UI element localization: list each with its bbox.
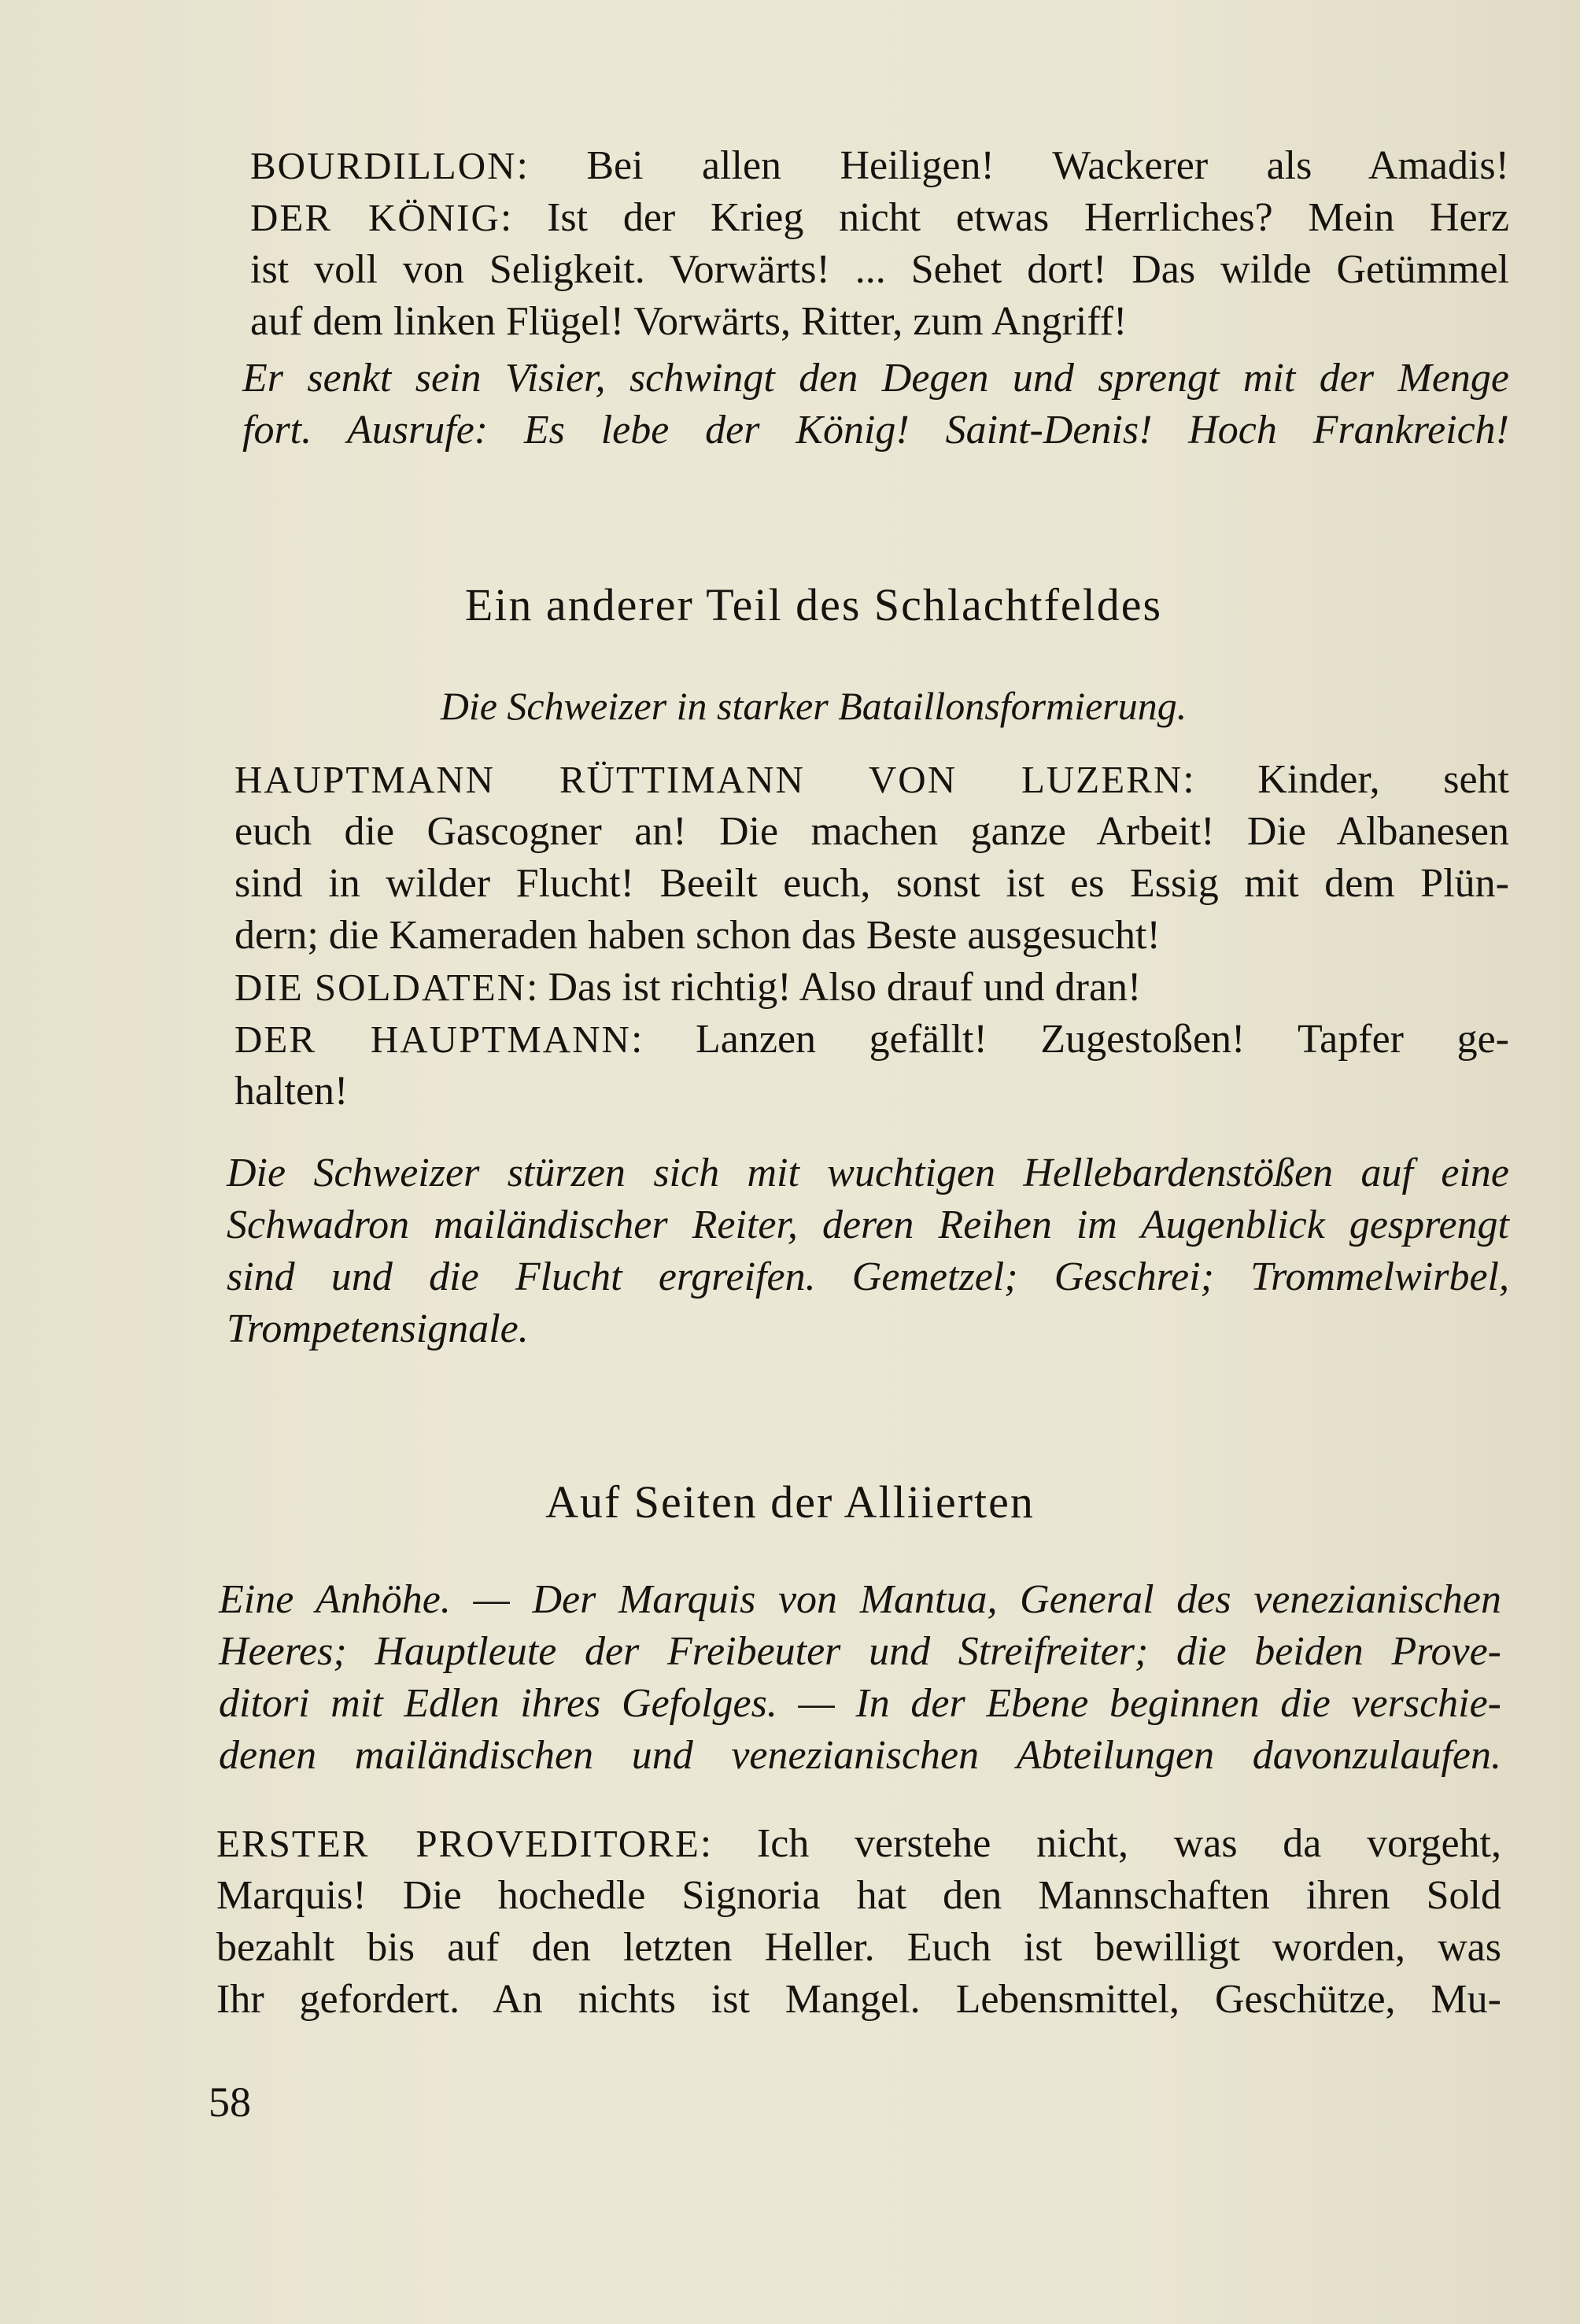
dialogue-block-3: [216, 1818, 1501, 2026]
dialogue-line: [250, 296, 1509, 348]
dialogue-text: Marquis! Die hochedle Signoria hat den Mannschaften ihren Sold: [216, 1873, 1501, 1918]
stage-direction-4: [219, 1574, 1501, 1782]
stage-direction-line: sind und die Flucht ergreifen. Gemetzel; Geschrei; Trommelwirbel,: [227, 1254, 1509, 1299]
dialogue-text: halten!: [234, 1069, 349, 1114]
dialogue-line: [216, 1922, 1501, 1974]
speaker-name: ERSTER PROVEDITORE: [216, 1822, 700, 1865]
dialogue-line: [250, 244, 1509, 296]
stage-direction-line: Eine Anhöhe. — Der Marquis von Mantua, General des venezianischen: [219, 1577, 1501, 1622]
dialogue-line: [216, 1818, 1501, 1870]
dialogue-text: euch die Gascogner an! Die machen ganze Arbeit! Die Albanesen: [234, 809, 1509, 854]
stage-direction-1: [242, 353, 1509, 456]
dialogue-text: Ihr gefordert. An nichts ist Mangel. Lebensmittel, Geschütze, Mu-: [216, 1977, 1501, 2022]
dialogue-line: [250, 192, 1509, 244]
dialogue-text: ist voll von Seligkeit. Vorwärts! ... Sehet dort! Das wilde Getümmel: [250, 247, 1509, 292]
stage-direction-line: ditori mit Edlen ihres Gefolges. — In der Ebene beginnen die verschie-: [219, 1681, 1501, 1726]
stage-direction-line: Er senkt sein Visier, schwingt den Degen und sprengt mit der Menge: [242, 356, 1509, 401]
stage-direction-line: fort. Ausrufe: Es lebe der König! Saint-Denis! Hoch Frankreich!: [242, 408, 1509, 453]
scene-heading: Auf Seiten der Alliierten: [545, 1476, 1035, 1528]
dialogue-line: [216, 1974, 1501, 2026]
dialogue-line: [234, 806, 1509, 858]
dialogue-text: : Ist der Krieg nicht etwas Herrliches? Mein Herz: [500, 195, 1509, 240]
page-number: 58: [209, 2078, 251, 2126]
dialogue-text: : Bei allen Heiligen! Wackerer als Amadis!: [516, 143, 1509, 188]
dialogue-block-1: [250, 140, 1509, 348]
dialogue-line: [216, 1870, 1501, 1922]
dialogue-text: : Das ist richtig! Also drauf und dran!: [526, 965, 1142, 1010]
dialogue-text: sind in wilder Flucht! Beeilt euch, sonst ist es Essig mit dem Plün-: [234, 861, 1509, 906]
dialogue-line: [250, 140, 1509, 192]
dialogue-line: [234, 1014, 1509, 1066]
dialogue-text: bezahlt bis auf den letzten Heller. Euch ist bewilligt worden, was: [216, 1925, 1501, 1970]
speaker-name: HAUPTMANN RÜTTIMANN VON LUZERN: [234, 758, 1183, 801]
dialogue-text: auf dem linken Flügel! Vorwärts, Ritter, zum Angriff!: [250, 299, 1128, 344]
dialogue-text: : Lanzen gefällt! Zugestoßen! Tapfer ge-: [630, 1017, 1509, 1062]
scene-heading: Ein anderer Teil des Schlachtfeldes: [464, 579, 1163, 630]
dialogue-text: : Ich verstehe nicht, was da vorgeht,: [700, 1821, 1501, 1866]
dialogue-text: : Kinder, seht: [1183, 757, 1509, 802]
stage-direction-line: Schwadron mailändischer Reiter, deren Reihen im Augenblick gesprengt: [227, 1203, 1509, 1247]
speaker-name: DER HAUPTMANN: [234, 1018, 631, 1061]
stage-direction-line: Trompetensignale.: [227, 1306, 529, 1351]
dialogue-line: [234, 910, 1509, 962]
dialogue-line: [234, 1066, 1509, 1118]
dialogue-line: [234, 962, 1509, 1014]
dialogue-line: [234, 754, 1509, 806]
stage-direction-line: denen mailändischen und venezianischen Abteilungen davonzulaufen.: [219, 1733, 1501, 1778]
dialogue-line: [234, 858, 1509, 910]
stage-direction-line: Heeres; Hauptleute der Freibeuter und Streifreiter; die beiden Prove-: [219, 1629, 1501, 1674]
speaker-name: BOURDILLON: [250, 144, 517, 187]
speaker-name: DER KÖNIG: [250, 196, 500, 239]
stage-direction-line: Die Schweizer stürzen sich mit wuchtigen Hellebardenstößen auf eine: [227, 1151, 1509, 1195]
stage-direction-2: Die Schweizer in starker Bataillonsformierung.: [440, 684, 1187, 728]
stage-direction-3: [227, 1147, 1509, 1355]
dialogue-text: dern; die Kameraden haben schon das Beste ausgesucht!: [234, 913, 1161, 958]
dialogue-block-2: [234, 754, 1509, 1118]
speaker-name: DIE SOLDATEN: [234, 966, 527, 1009]
